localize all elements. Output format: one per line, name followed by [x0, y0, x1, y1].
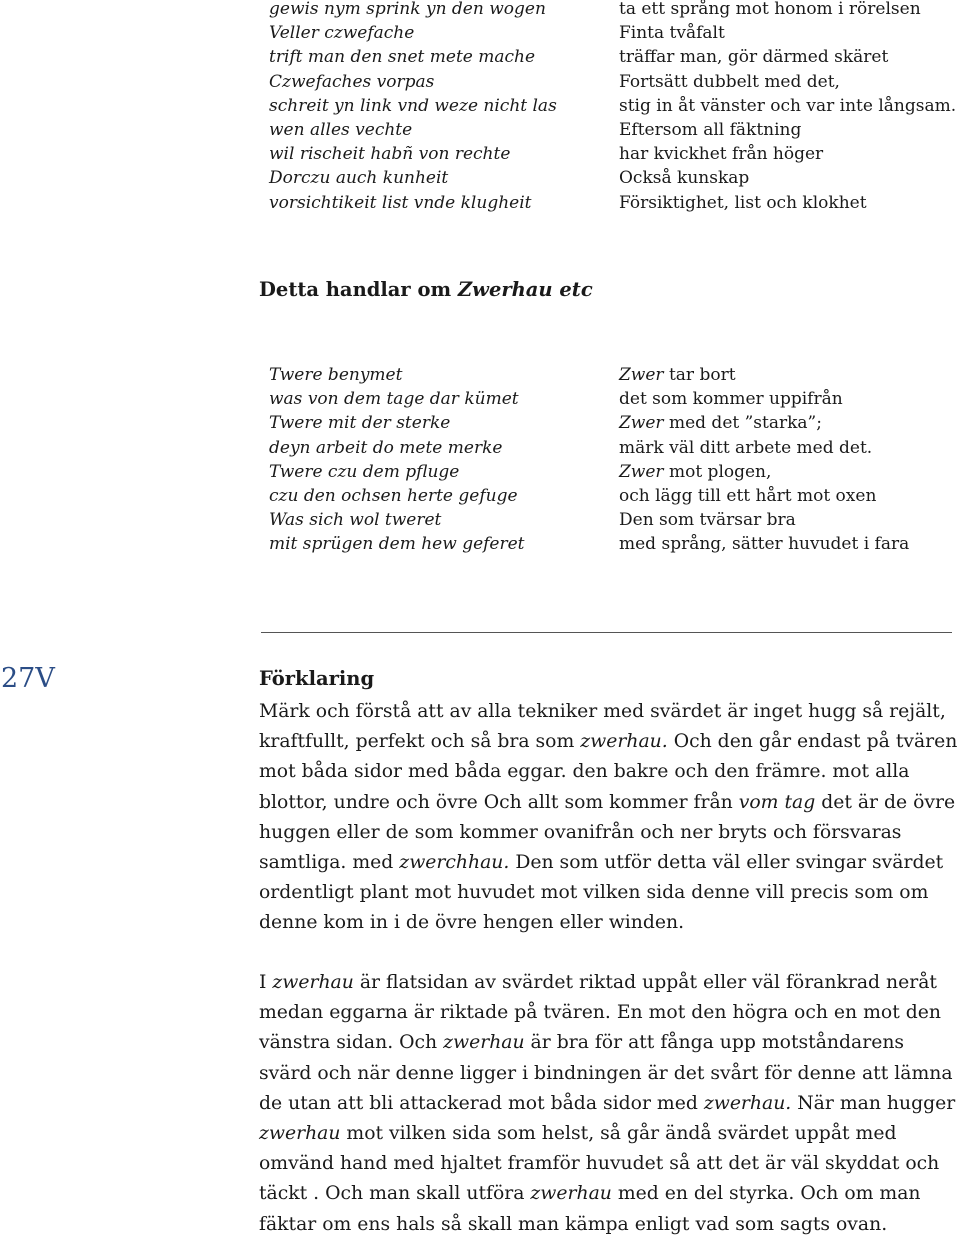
italic-term: Zwer	[619, 461, 664, 482]
paragraph-line	[259, 908, 959, 938]
paragraph-line	[259, 757, 959, 787]
text-run: kraftfullt, perfekt och så bra som	[259, 731, 581, 753]
verse-line-translation: Fortsätt dubbelt med det,	[619, 71, 840, 92]
paragraph-line	[259, 1149, 959, 1179]
paragraph-line	[259, 848, 959, 878]
text-run: med en del styrka. Och om man	[611, 1183, 921, 1205]
verse-line-translation: Finta tvåfalt	[619, 23, 725, 44]
verse-1-translation-column	[619, 0, 956, 215]
verse-line-translation: Eftersom all fäktning	[619, 120, 802, 141]
paragraph-line	[259, 1210, 959, 1240]
verse-line-original: deyn arbeit do mete merke	[269, 437, 503, 458]
verse-line-original: Czwefaches vorpas	[269, 71, 435, 92]
italic-term: zwerhau	[443, 1032, 525, 1054]
italic-term: zwerhau.	[580, 731, 668, 753]
verse-line-translation	[619, 363, 909, 387]
text-run: I	[259, 972, 273, 993]
heading-prefix: Detta handlar om	[259, 278, 458, 301]
verse-line-translation	[619, 508, 909, 532]
verse-line-translation: har kvickhet från höger	[619, 144, 824, 165]
text-run: mot vilken sida som helst, så går ändå svärdet uppåt med	[340, 1123, 897, 1145]
verse-line-translation	[619, 484, 909, 508]
verse-line-translation: träffar man, gör därmed skäret	[619, 47, 889, 68]
paragraph-line	[259, 1119, 959, 1149]
italic-term: zwerhau	[530, 1183, 612, 1205]
verse-2-translation-column	[619, 363, 909, 557]
explanation-paragraph-2	[259, 968, 959, 1240]
text-run: med det ”starka”;	[663, 413, 822, 434]
text-run: täckt . Och man skall utföra	[259, 1183, 531, 1205]
text-run: denne kom in i de övre hengen eller winden.	[259, 912, 685, 934]
text-run: märk väl ditt arbete med det.	[619, 437, 873, 458]
text-run: Märk och förstå att av alla tekniker med svärdet är inget hugg så rejält,	[259, 701, 946, 722]
verse-line-translation	[619, 532, 909, 556]
text-run: är flatsidan av svärdet riktad uppåt eller väl förankrad neråt	[353, 972, 937, 993]
verse-line-translation	[619, 411, 909, 435]
text-run: och lägg till ett hårt mot oxen	[619, 486, 877, 507]
text-run: huggen eller de som kommer ovanifrån och ner bryts och försvaras	[259, 821, 902, 843]
folio-number: 27V	[1, 663, 55, 694]
verse-line-original: gewis nym sprink yn den wogen	[269, 0, 546, 19]
verse-line-original: wen alles vechte	[269, 120, 413, 141]
italic-term: zwerhau	[259, 1123, 341, 1145]
verse-2-original-column	[269, 363, 525, 557]
verse-line-translation	[619, 436, 909, 460]
paragraph-line	[259, 1028, 959, 1058]
text-run: Och den går endast på tvären	[667, 731, 958, 753]
verse-line-translation: ta ett språng mot honom i rörelsen	[619, 0, 921, 19]
italic-term: zwerhau	[272, 972, 354, 993]
text-run: omvänd hand med hjaltet framför huvudet så att det är väl skyddat och	[259, 1153, 940, 1175]
heading-emphasis: Zwerhau etc	[457, 278, 593, 301]
text-run: När man hugger	[791, 1092, 956, 1114]
italic-term: Zwer	[619, 365, 664, 385]
text-run: det som kommer uppifrån	[619, 389, 843, 410]
explanation-title: Förklaring	[259, 667, 375, 690]
text-run: tar bort	[663, 365, 736, 385]
text-run: ordentligt plant mot huvudet mot vilken sida denne vill precis som om	[259, 882, 929, 904]
text-run: vänstra sidan. Och	[259, 1032, 444, 1054]
verse-line-original: czu den ochsen herte gefuge	[269, 486, 518, 507]
explanation-paragraph-1	[259, 697, 959, 939]
verse-line-original: Dorczu auch kunheit	[269, 168, 449, 189]
verse-1-original-column	[269, 0, 557, 215]
verse-line-original: Was sich wol tweret	[269, 510, 442, 531]
verse-line-original: wil rischeit habñ von rechte	[269, 144, 511, 165]
paragraph-line	[259, 1179, 959, 1209]
text-run: mot båda sidor med båda eggar. den bakre och den främre. mot alla	[259, 761, 910, 783]
verse-line-original: was von dem tage dar kümet	[269, 389, 519, 410]
horizontal-divider	[261, 632, 952, 633]
paragraph-line	[259, 818, 959, 848]
text-run: Den som utför detta väl eller svingar svärdet	[509, 852, 944, 874]
text-run: blottor, undre och övre Och allt som kommer från	[259, 791, 739, 813]
verse-line-translation: Försiktighet, list och klokhet	[619, 192, 867, 213]
italic-term: vom tag	[738, 791, 816, 813]
verse-line-original: mit sprügen dem hew geferet	[269, 534, 525, 555]
text-run: det är de övre	[815, 791, 956, 813]
verse-line-original: Veller czwefache	[269, 23, 415, 44]
paragraph-line	[259, 1059, 959, 1089]
paragraph-line	[259, 727, 959, 757]
italic-term: zwerchhau.	[399, 852, 510, 874]
text-run: samtliga. med	[259, 852, 400, 874]
text-run: med språng, sätter huvudet i fara	[619, 534, 910, 555]
italic-term: Zwer	[619, 413, 664, 434]
verse-line-original: Twere mit der sterke	[269, 413, 451, 434]
verse-line-translation: stig in åt vänster och var inte långsam.	[619, 95, 957, 116]
verse-line-original: Twere benymet	[269, 365, 403, 385]
text-run: svärd och när denne ligger i bindningen är det svårt för denne att lämna	[259, 1062, 953, 1084]
paragraph-line	[259, 878, 959, 908]
paragraph-line	[259, 697, 959, 727]
section-heading	[259, 278, 593, 301]
text-run: de utan att bli attackerad mot båda sidor med	[259, 1092, 704, 1114]
paragraph-line	[259, 968, 959, 998]
text-run: mot plogen,	[663, 461, 772, 482]
verse-line-translation	[619, 460, 909, 484]
paragraph-line	[259, 998, 959, 1028]
verse-line-translation	[619, 387, 909, 411]
text-run: Den som tvärsar bra	[619, 510, 796, 531]
text-run: fäktar om ens hals så skall man kämpa enligt vad som sagts ovan.	[259, 1213, 888, 1235]
verse-line-original: Twere czu dem pfluge	[269, 461, 460, 482]
verse-line-translation: Också kunskap	[619, 168, 750, 189]
text-run: medan eggarna är riktade på tvären. En mot den högra och en mot den	[259, 1002, 941, 1024]
verse-line-original: vorsichtikeit list vnde klugheit	[269, 192, 532, 213]
paragraph-line	[259, 1089, 959, 1119]
paragraph-line	[259, 788, 959, 818]
italic-term: zwerhau.	[703, 1092, 792, 1114]
verse-line-original: trift man den snet mete mache	[269, 47, 536, 68]
verse-line-original: schreit yn link vnd weze nicht las	[269, 95, 557, 116]
text-run: är bra för att fånga upp motståndarens	[524, 1032, 905, 1054]
